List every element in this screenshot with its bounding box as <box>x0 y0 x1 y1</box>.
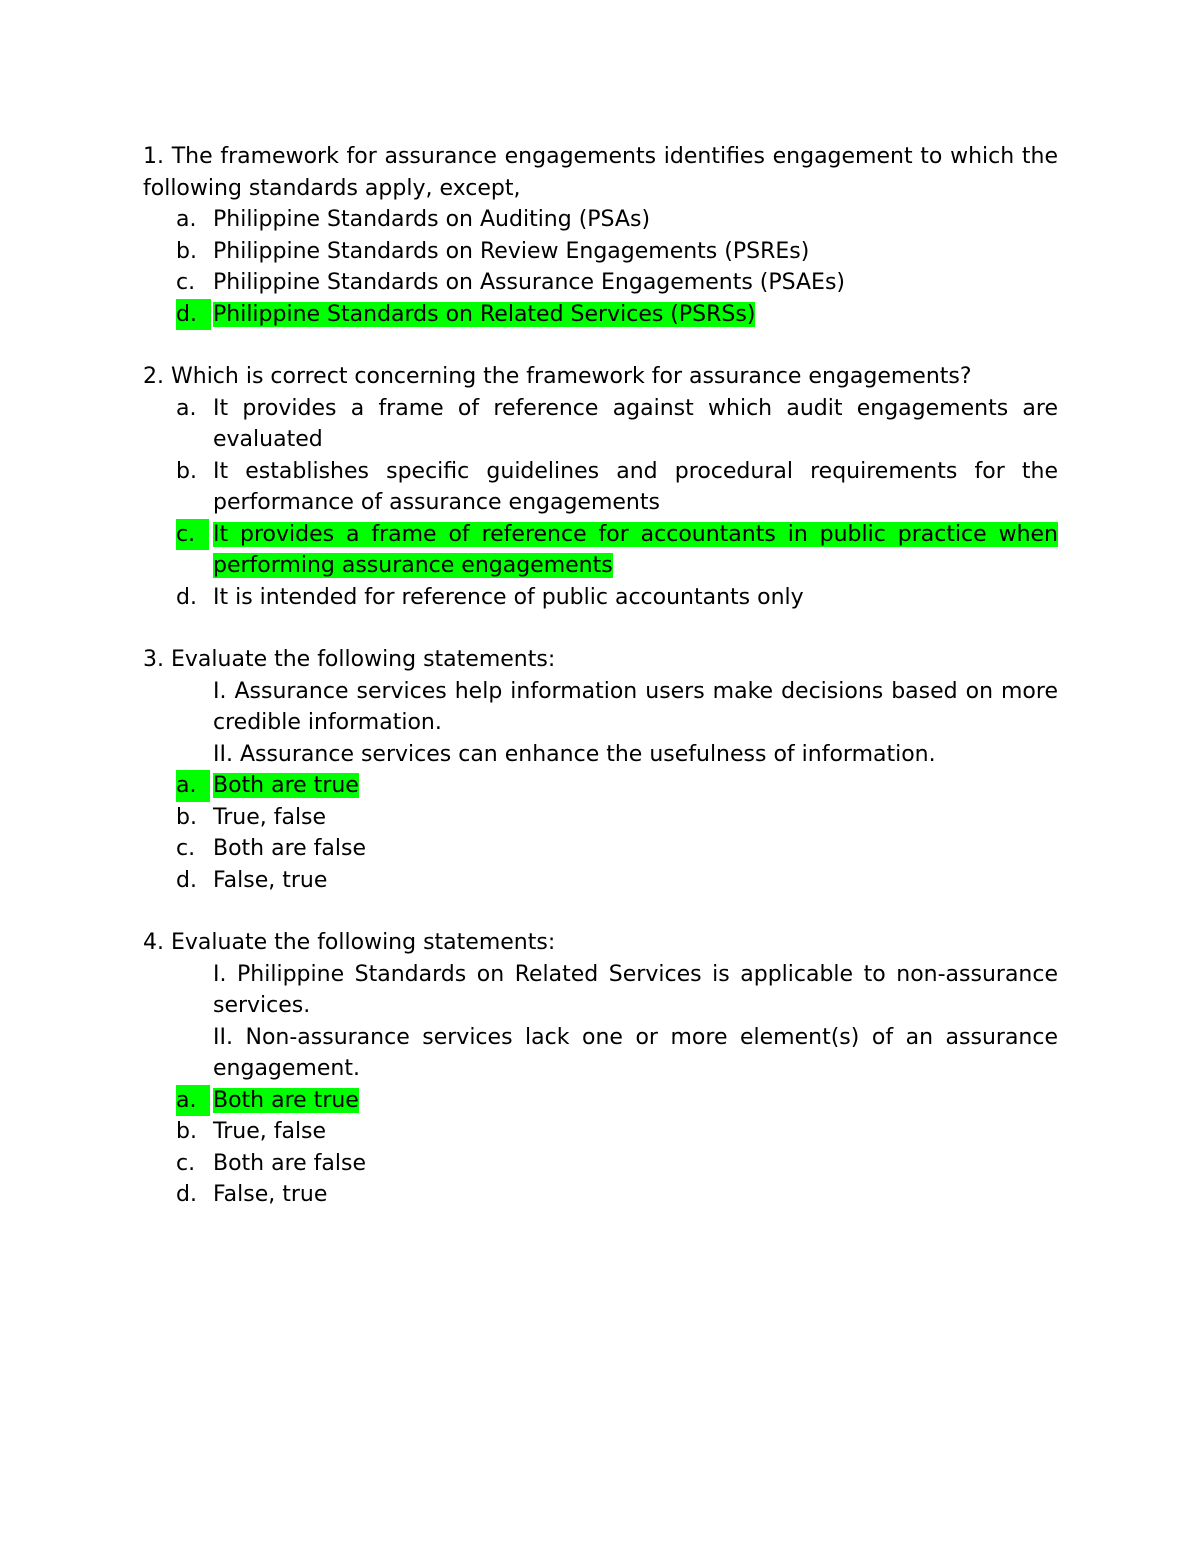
option-d <box>143 582 1058 614</box>
question-4 <box>143 927 1058 1211</box>
option-text-highlighted: It provides a frame of reference for accountants in public practice when performing assurance engagements <box>213 521 1058 578</box>
option-text-highlighted: Philippine Standards on Related Services (PSRSs) <box>213 301 756 327</box>
option-text: Philippine Standards on Auditing (PSAs) <box>213 207 651 232</box>
option-b <box>143 1116 1058 1148</box>
option-text: It establishes specific guidelines and procedural requirements for the performance of assurance engagements <box>213 458 1058 515</box>
option-letter: a. <box>176 1085 210 1117</box>
question-text: The framework for assurance engagements identifies engagement to which the following standards apply, except, <box>143 144 1058 201</box>
statement-list <box>143 959 1058 1085</box>
option-a <box>143 204 1058 236</box>
option-list <box>143 393 1058 614</box>
option-a <box>143 393 1058 456</box>
question-number: 4. <box>143 930 164 955</box>
option-d-correct <box>143 299 1058 331</box>
option-letter: a. <box>176 207 197 232</box>
option-text: Philippine Standards on Assurance Engagements (PSAEs) <box>213 270 846 295</box>
option-letter: c. <box>176 836 196 861</box>
option-letter: c. <box>176 519 209 551</box>
question-list <box>143 141 1058 1242</box>
option-list <box>143 770 1058 896</box>
option-text: False, true <box>213 1182 328 1207</box>
option-text-highlighted: Both are true <box>213 1087 359 1113</box>
option-c <box>143 833 1058 865</box>
option-b <box>143 802 1058 834</box>
option-text: It is intended for reference of public accountants only <box>213 584 804 610</box>
question-text: Which is correct concerning the framework for assurance engagements? <box>171 364 972 389</box>
option-b <box>143 456 1058 519</box>
question-number: 2. <box>143 364 164 389</box>
option-letter: d. <box>176 584 197 610</box>
statement-i: I. Philippine Standards on Related Services is applicable to non-assurance services. <box>213 961 1058 1018</box>
statement-ii: II. Assurance services can enhance the usefulness of information. <box>213 741 936 767</box>
option-letter: b. <box>176 804 197 830</box>
question-3 <box>143 644 1058 896</box>
question-text: Evaluate the following statements: <box>171 647 556 672</box>
option-text: Philippine Standards on Review Engagements (PSREs) <box>213 238 810 264</box>
option-b <box>143 236 1058 268</box>
option-list <box>143 1085 1058 1211</box>
question-stem <box>143 141 1058 204</box>
option-text: Both are false <box>213 1150 367 1176</box>
statement-list <box>143 676 1058 771</box>
question-stem <box>143 927 1058 959</box>
option-list <box>143 204 1058 330</box>
statement-i: I. Assurance services help information users make decisions based on more credible information. <box>213 678 1058 735</box>
option-letter: b. <box>176 1119 197 1144</box>
option-text: True, false <box>213 804 327 830</box>
question-stem <box>143 361 1058 393</box>
option-a-correct <box>143 1085 1058 1117</box>
option-c <box>143 1148 1058 1180</box>
option-d <box>143 1179 1058 1211</box>
option-letter: d. <box>176 1182 197 1207</box>
option-letter: a. <box>176 770 210 802</box>
option-text: It provides a frame of reference against which audit engagements are evaluated <box>213 395 1058 452</box>
statement-ii: II. Non-assurance services lack one or more element(s) of an assurance engagement. <box>213 1024 1058 1081</box>
question-1 <box>143 141 1058 330</box>
option-letter: d. <box>176 867 197 893</box>
option-letter: d. <box>176 299 211 331</box>
option-letter: b. <box>176 238 197 264</box>
question-stem <box>143 644 1058 676</box>
option-text-highlighted: Both are true <box>213 773 359 798</box>
option-letter: c. <box>176 270 196 295</box>
option-c-correct <box>143 519 1058 582</box>
option-a-correct <box>143 770 1058 802</box>
option-text: Both are false <box>213 836 367 861</box>
option-d <box>143 865 1058 897</box>
question-text: Evaluate the following statements: <box>171 930 556 955</box>
question-number: 1. <box>143 144 164 169</box>
question-2 <box>143 361 1058 613</box>
option-c <box>143 267 1058 299</box>
question-number: 3. <box>143 647 164 672</box>
option-letter: c. <box>176 1150 196 1176</box>
option-letter: b. <box>176 458 197 484</box>
option-text: False, true <box>213 867 328 893</box>
option-letter: a. <box>176 395 197 421</box>
option-text: True, false <box>213 1119 327 1144</box>
